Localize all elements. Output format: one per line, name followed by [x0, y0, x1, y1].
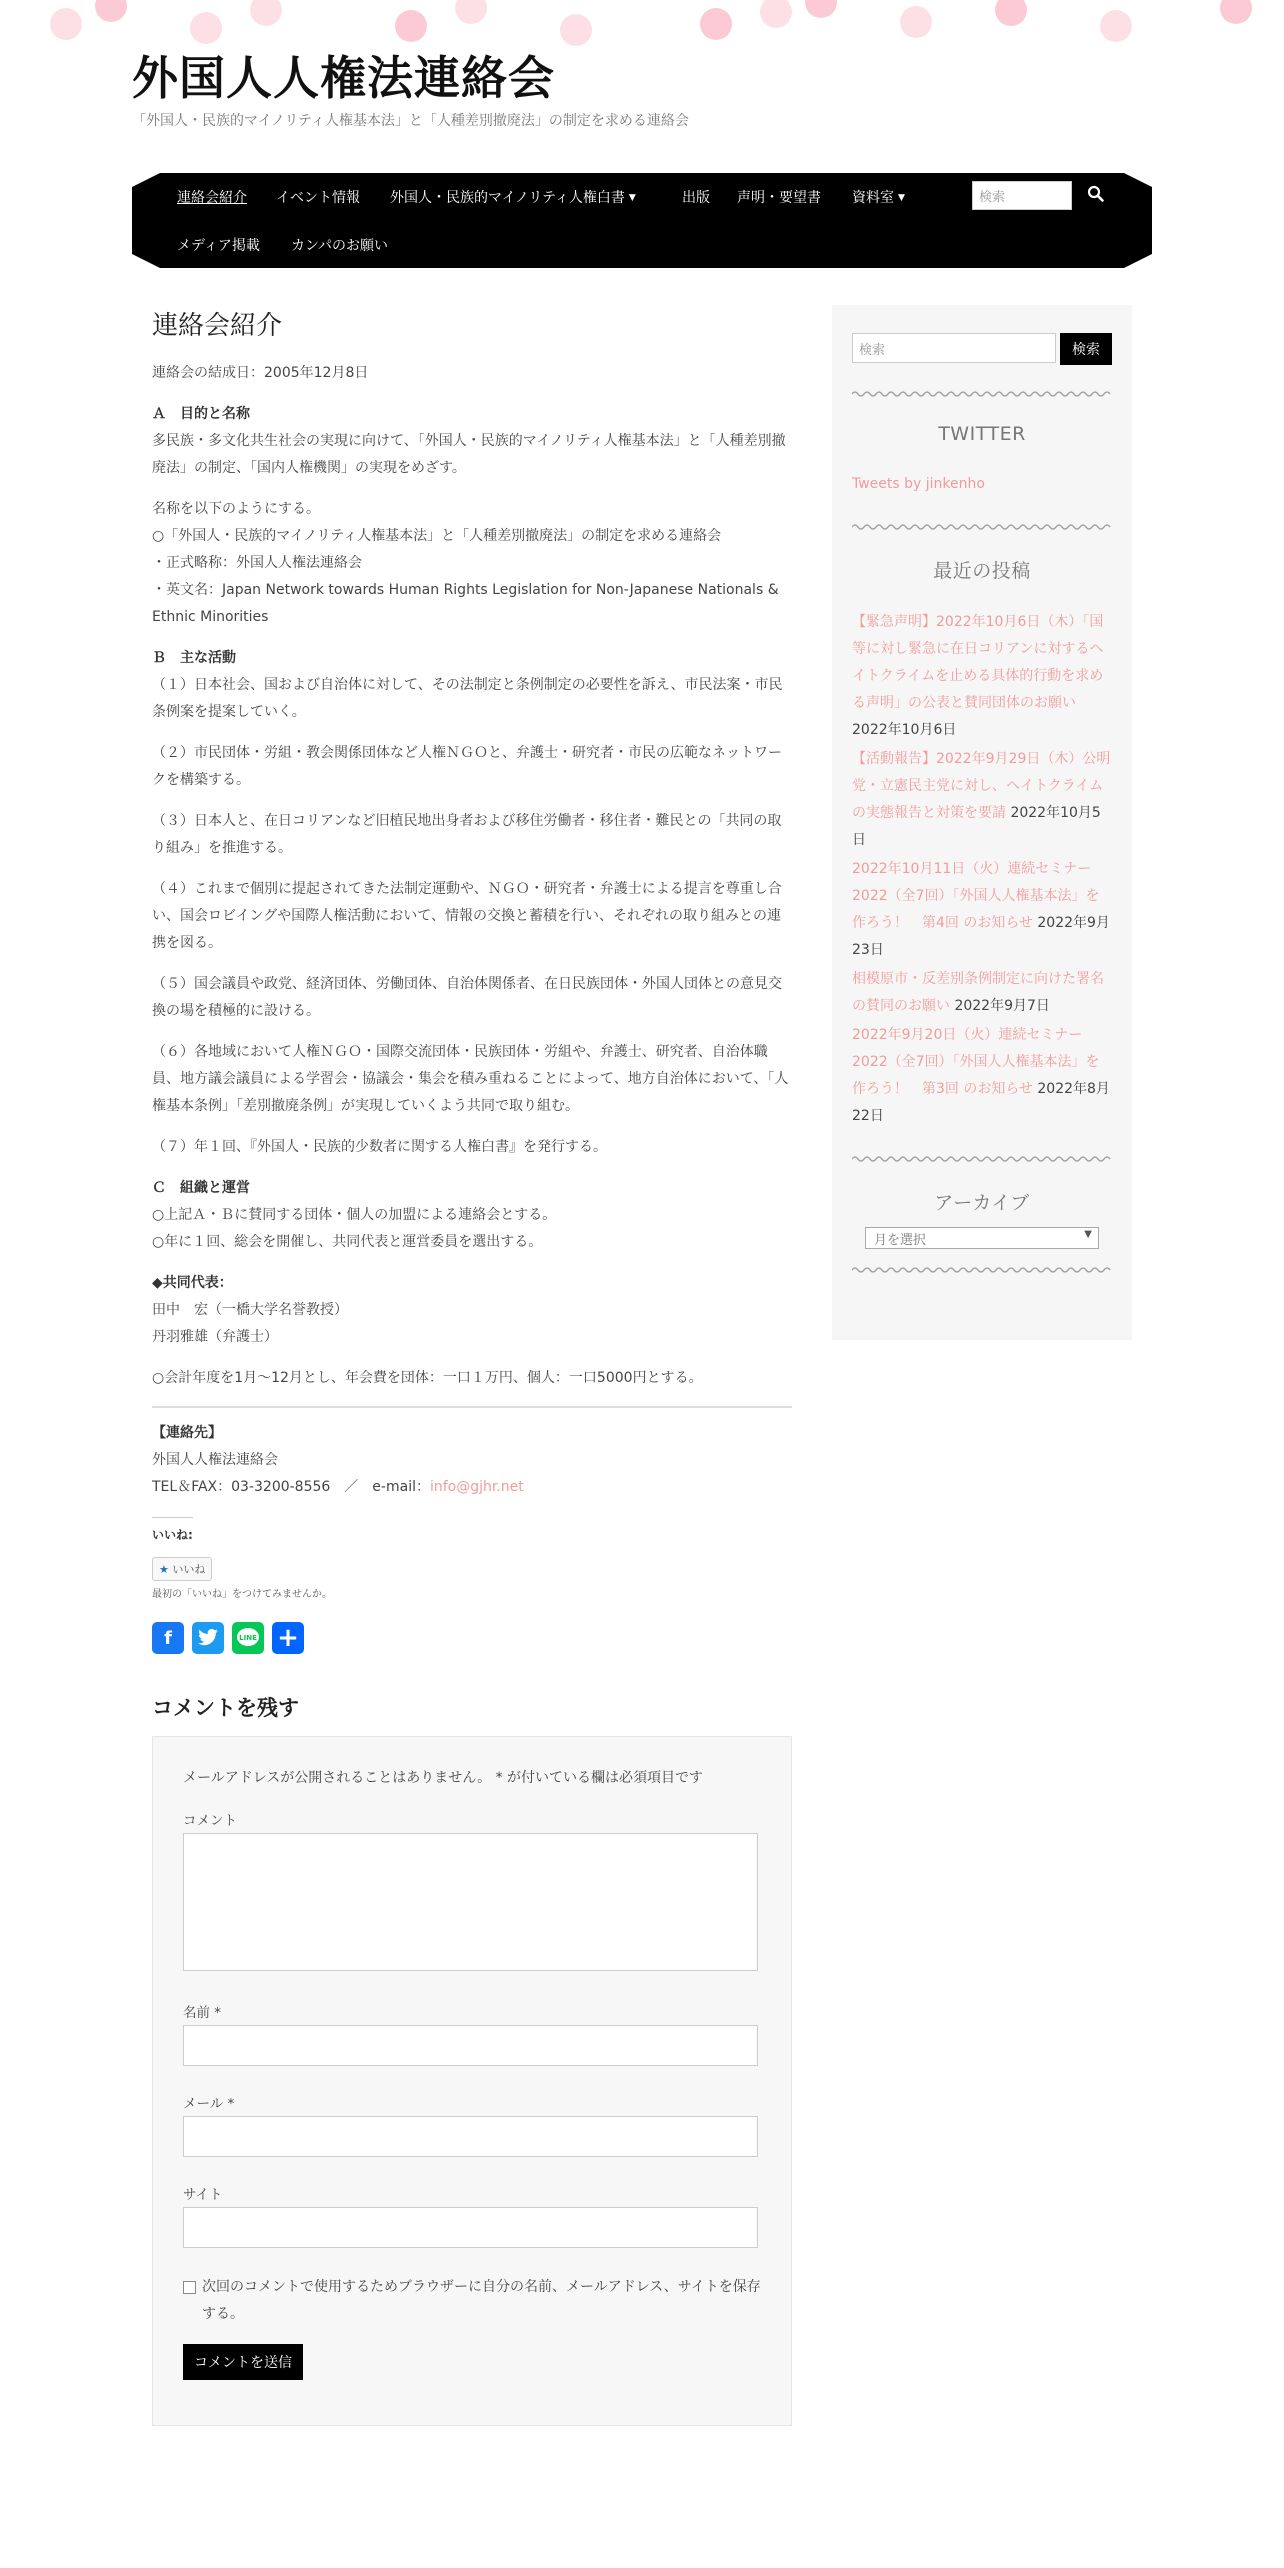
contact-org: 外国人人権法連絡会 — [152, 1452, 278, 1468]
representative: 丹羽雅雄（弁護士） — [152, 1329, 278, 1345]
like-note: 最初の「いいね」をつけてみませんか。 — [152, 1589, 332, 1600]
sidebar — [832, 305, 1132, 1340]
activity-item: （４）これまで個別に提起されてきた法制定運動や、ＮＧＯ・研究者・弁護士による提言を尊重し合い、国会ロビイングや国際人権活動において、情報の交換と蓄積を行い、それぞれの取り組みとの連携を図る。 — [152, 881, 782, 951]
nav-item-donation[interactable]: カンパのお願い — [291, 238, 389, 254]
section-a-heading: Ａ 目的と名称 — [152, 406, 250, 422]
recent-post-date: 2022年10月6日 — [852, 722, 957, 738]
wavy-divider — [852, 389, 1112, 399]
recent-post-link[interactable]: 【活動報告】2022年9月29日（木）公明党・立憲民主党に対し、ヘイトクライムの実態報告と対策を要請 — [852, 751, 1111, 821]
save-info-label: 次回のコメントで使用するためブラウザーに自分の名前、メールアドレス、サイトを保存する。 — [202, 2279, 761, 2322]
wavy-divider — [852, 522, 1112, 532]
founded-date: 連絡会の結成日：2005年12月8日 — [152, 365, 369, 381]
recent-post-link[interactable]: 2022年9月20日（火）連続セミナー2022（全7回）「外国人人権基本法」を作ろう！ 第3回 のお知らせ — [852, 1027, 1100, 1097]
share-icon[interactable]: + — [272, 1622, 304, 1654]
submit-comment-button[interactable]: コメントを送信 — [183, 2344, 303, 2380]
like-heading: いいね: — [152, 1517, 193, 1543]
recent-post-link[interactable]: 2022年10月11日（火）連続セミナー2022（全7回）「外国人人権基本法」を作ろう！ 第4回 のお知らせ — [852, 861, 1100, 931]
representative: 田中 宏（一橋大学名誉教授） — [152, 1302, 348, 1318]
star-icon: ★ — [159, 1563, 169, 1576]
divider — [152, 1406, 792, 1408]
nav-item-events[interactable]: イベント情報 — [276, 190, 360, 206]
page-title: 連絡会紹介 — [152, 311, 283, 341]
chevron-down-icon: ▼ — [898, 193, 905, 203]
nav-item-media[interactable]: メディア掲載 — [177, 238, 260, 254]
recent-post-link[interactable]: 【緊急声明】2022年10月6日（木）「国等に対し緊急に在日コリアンに対するヘイトクライムを止める具体的行動を求める声明」の公表と賛同団体のお願い — [852, 614, 1104, 711]
comment-label: コメント — [183, 1813, 237, 1829]
nav-item-statements[interactable]: 声明・要望書 — [737, 190, 821, 206]
comment-textarea[interactable] — [183, 1833, 758, 1971]
comment-note: メールアドレスが公開されることはありません。 * が付いている欄は必須項目です — [183, 1770, 704, 1786]
nav-item-about[interactable]: 連絡会紹介 — [177, 190, 247, 206]
representatives-heading: ◆共同代表： — [152, 1275, 233, 1291]
recent-post-date: 2022年8月22日 — [852, 1081, 1110, 1124]
name-intro: 名称を以下のようにする。 — [152, 501, 320, 517]
facebook-icon[interactable]: f — [152, 1622, 184, 1654]
recent-post-date: 2022年9月23日 — [852, 915, 1110, 958]
section-c-line: ○年に１回、総会を開催し、共同代表と運営委員を選出する。 — [152, 1234, 543, 1250]
site-title[interactable]: 外国人人権法連絡会 — [132, 51, 555, 105]
recent-posts-title: 最近の投稿 — [933, 560, 1031, 582]
twitter-link[interactable]: Tweets by jinkenho — [852, 476, 985, 492]
name-label: 名前 * — [183, 2005, 222, 2021]
activity-item: （３）日本人と、在日コリアンなど旧植民地出身者および移住労働者・移住者・難民との「共同の取り組み」を推進する。 — [152, 813, 782, 856]
archive-title: アーカイブ — [934, 1192, 1030, 1214]
contact-heading: 【連絡先】 — [152, 1425, 222, 1441]
archive-select[interactable]: 月を選択 ▼ — [865, 1227, 1099, 1249]
site-description: 「外国人・民族的マイノリティ人権基本法」と「人種差別撤廃法」の制定を求める連絡会 — [132, 113, 689, 129]
name-short: ・正式略称：外国人人権法連絡会 — [152, 555, 362, 571]
sidebar-search-button[interactable]: 検索 — [1060, 333, 1112, 365]
twitter-icon[interactable] — [192, 1622, 224, 1654]
activity-item: （２）市民団体・労組・教会関係団体など人権ＮＧＯと、弁護士・研究者・市民の広範なネットワークを構築する。 — [152, 745, 782, 788]
wavy-divider — [852, 1154, 1112, 1164]
activity-item: （１）日本社会、国および自治体に対して、その法制定と条例制定の必要性を訴え、市民法案・市民条例案を提案していく。 — [152, 677, 783, 720]
contact-tel: TEL＆FAX：03-3200-8556 ／ e-mail：info@gjhr.net — [152, 1479, 524, 1495]
recent-post-link[interactable]: 相模原市・反差別条例制定に向けた署名の賛同のお願い — [852, 971, 1104, 1014]
twitter-widget-title: TWITTER — [938, 423, 1026, 445]
chevron-down-icon: ▼ — [1084, 1229, 1092, 1240]
section-c-heading: Ｃ 組織と運営 — [152, 1180, 250, 1196]
nav-search-input[interactable]: 検索 — [972, 181, 1072, 210]
recent-post — [852, 746, 1112, 854]
nav-item-whitepaper[interactable]: 外国人・民族的マイノリティ人権白書 ▼ — [390, 190, 636, 206]
chevron-down-icon: ▼ — [628, 193, 636, 203]
like-button[interactable]: ★ いいね — [152, 1557, 212, 1581]
svg-text:LINE: LINE — [239, 1634, 257, 1642]
comment-heading: コメントを残す — [152, 1696, 299, 1720]
site-header — [132, 48, 1152, 130]
website-label: サイト — [183, 2187, 223, 2203]
recent-post — [852, 609, 1112, 744]
name-field[interactable] — [183, 2025, 758, 2066]
section-b-heading: Ｂ 主な活動 — [152, 650, 236, 666]
email-link[interactable]: info@gjhr.net — [429, 1479, 524, 1495]
email-label: メール * — [183, 2096, 235, 2112]
search-icon[interactable] — [1087, 185, 1105, 203]
main-content — [152, 305, 792, 2426]
email-field[interactable] — [183, 2116, 758, 2157]
recent-post — [852, 856, 1112, 964]
website-field[interactable] — [183, 2207, 758, 2248]
activity-item: （５）国会議員や政党、経済団体、労働団体、自治体関係者、在日民族団体・外国人団体との意見交換の場を積極的に設ける。 — [152, 976, 782, 1019]
recent-post-date: 2022年10月5日 — [852, 805, 1101, 848]
section-c-line: ○上記Ａ・Ｂに賛同する団体・個人の加盟による連絡会とする。 — [152, 1207, 557, 1223]
section-a-body: 多民族・多文化共生社会の実現に向けて、「外国人・民族的マイノリティ人権基本法」と「人種差別撤廃法」の制定、「国内人権機関」の実現をめざす。 — [152, 433, 786, 476]
recent-post-date: 2022年9月7日 — [954, 998, 1050, 1014]
nav-item-archive-room[interactable]: 資料室 ▼ — [852, 190, 905, 206]
recent-post — [852, 966, 1112, 1020]
name-english: ・英文名：Japan Network towards Human Rights Legislation for Non-Japanese Nationals & Ethnic Minorities — [152, 582, 779, 625]
recent-post — [852, 1022, 1112, 1130]
header-decoration — [0, 0, 1284, 48]
save-info-checkbox[interactable] — [183, 2281, 196, 2294]
sidebar-search-input[interactable]: 検索 — [852, 333, 1056, 363]
line-icon[interactable] — [232, 1622, 264, 1654]
activity-item: （６）各地域において人権ＮＧＯ・国際交流団体・民族団体・労組や、弁護士、研究者、自治体職員、地方議会議員による学習会・協議会・集会を積み重ねることによって、地方自治体において、「人権基本条例」「差別撤廃条例」が実現していくよう共同で取り組む。 — [152, 1044, 789, 1114]
nav-item-publications[interactable]: 出版 — [682, 190, 710, 206]
share-buttons — [152, 1622, 792, 1654]
membership-fee: ○会計年度を1月～12月とし、年会費を団体：一口１万円、個人：一口5000円とする。 — [152, 1370, 703, 1386]
wavy-divider — [852, 1265, 1112, 1275]
name-full: ○「外国人・民族的マイノリティ人権基本法」と「人種差別撤廃法」の制定を求める連絡会 — [152, 528, 722, 544]
activity-item: （７）年１回、『外国人・民族的少数者に関する人権白書』を発行する。 — [152, 1139, 607, 1155]
main-navigation — [132, 173, 1152, 268]
comment-form — [152, 1736, 792, 2426]
